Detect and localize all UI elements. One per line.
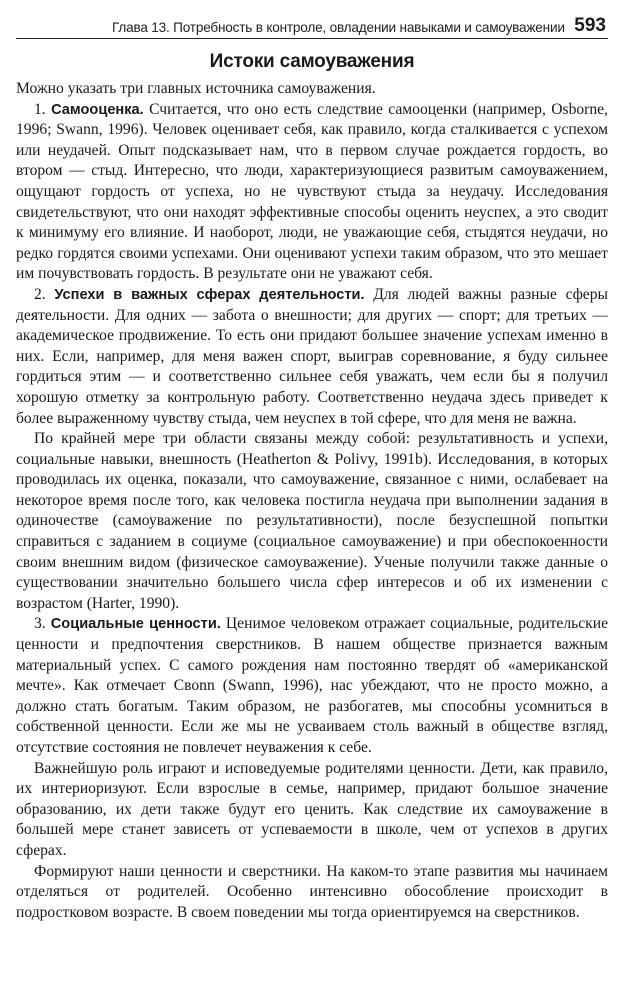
chapter-title: Глава 13. Потребность в контроле, овладении навыками и самоуважении	[112, 20, 565, 35]
book-page	[0, 4, 620, 1004]
page-number: 593	[574, 15, 606, 36]
body-text	[16, 79, 608, 923]
paragraph-three-areas: По крайней мере три области связаны между собой: результативность и успехи, социальные навыки, внешность (Heatherton & Polivy, 1991b). Исследования, в которых проводилась их оценка, показали, что самоуважение, связанное с ними, ослабевает на некоторое время после того, как человека постигла неудача при выполнении задания в одиночестве (самоуважение по результативности), после безуспешной попытки справиться с заданием в социуме (социальное самоуважение) и при обеспокоенности своим внешним видом (физическое самоуважение). Ученые получили также данные о существовании значительно большего числа сфер интересов и об их изменении с возрастом (Harter, 1990).	[16, 430, 608, 612]
list-number: 1.	[34, 100, 46, 118]
paragraph-social-values	[16, 614, 608, 758]
term-self-assessment: Самооценка.	[51, 101, 144, 118]
paragraph-text: Для людей важны разные сферы деятельности. Для одних — забота о внешности; для других — спорт; для третьих — академическое продвижение. То есть они придают большее значение успехам именно в них. Если, например, для меня важен спорт, выиграв соревнование, я буду сильнее гордиться этим — и соответственно сильнее себя уважать, чем если бы я получил хорошую отметку за контрольную работу. Соответственно неудача здесь приведет к более выраженному чувству стыда, чем неуспех в той сфере, что для меня не важна.	[16, 285, 608, 427]
paragraph-self-assessment	[16, 100, 608, 285]
paragraph-intro: Можно указать три главных источника самоуважения.	[16, 80, 376, 97]
paragraph-important-spheres	[16, 285, 608, 429]
running-header	[16, 4, 608, 39]
paragraph-parent-values: Важнейшую роль играют и исповедуемые родителями ценности. Дети, как правило, их интериоризуют. Если взрослые в семье, например, придают большое значение образованию, их дети также будут его ценить. Как следствие их самоуважение в большей мере станет зависеть от успеваемости в школе, чем от успехов в других сферах.	[16, 759, 608, 859]
paragraph-text: Ценимое человеком отражает социальные, родительские ценности и предпочтения сверстников. В нашем обществе признается важным материальный успех. С самого рождения нам постоянно твердят об «американской мечте». Как отмечает Своnn (Swann, 1996), нас убеждают, что не просто можно, а должно стать богатым. Таким образом, не разбогатев, мы способны усомниться в собственной ценности. Если же мы не усваиваем столь важный в обществе взгляд, отсутствие состояния не повлечет неуважения к себе.	[16, 615, 609, 756]
section-title: Истоки самоуважения	[209, 51, 415, 72]
list-number: 2.	[34, 285, 46, 303]
paragraph-text: Считается, что оно есть следствие самооценки (например, Osborne, 1996; Swann, 1996). Человек оценивает себя, как правило, когда сталкивается с успехом или неудачей. Опыт подсказывает нам, что в первом случае рождается гордость, во втором — стыд. Интересно, что люди, характеризующиеся развитым самоуважением, ощущают гордость от успеха, но не чувствуют стыда за неудачу. Исследования свидетельствуют, что они находят эффективные способы оценить неуспех, а это сводит к минимуму его влияние. И наоборот, люди, не уважающие себя, стыдятся неудачи, но редко гордятся своими успехами. Они оценивают успехи таким образом, что это мешает им почувствовать гордость. В результате они не уважают себя.	[16, 100, 608, 283]
term-social-values: Социальные ценности.	[50, 616, 221, 633]
paragraph-peers: Формируют наши ценности и сверстники. На каком-то этапе развития мы начинаем отделяться от родителей. Особенно интенсивно обособление происходит в подростковом возрасте. В своем поведении мы тогда ориентируемся на сверстников.	[16, 862, 608, 921]
term-important-spheres: Успехи в важных сферах деятельности.	[54, 286, 365, 303]
list-number: 3.	[34, 615, 46, 633]
